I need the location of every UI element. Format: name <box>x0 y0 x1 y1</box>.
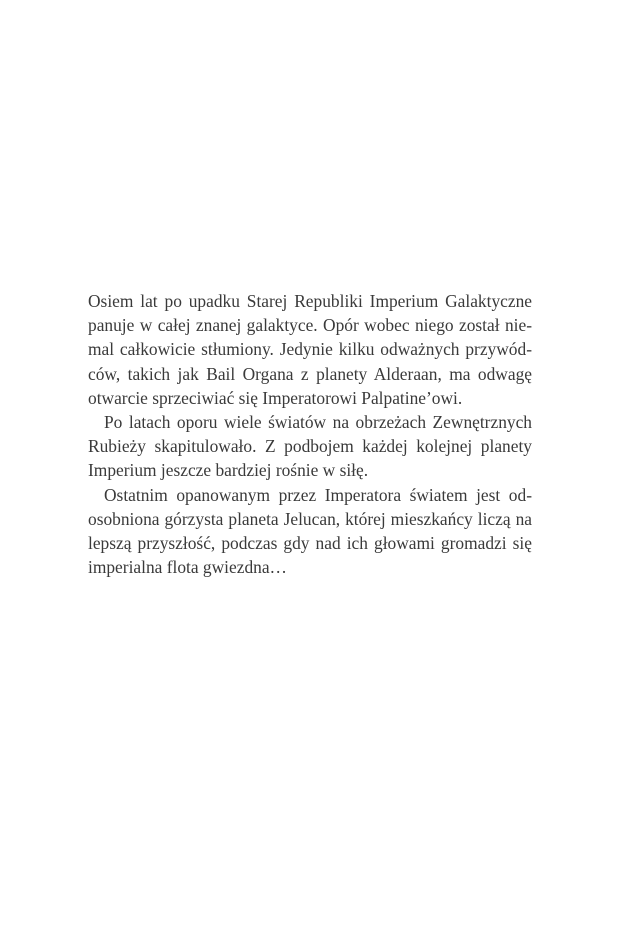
text-line: osobniona górzysta planeta Jelucan, której mieszkańcy liczą na <box>88 508 532 529</box>
text-line: mal całkowicie stłumiony. Jedynie kilku odważnych przywód- <box>88 339 532 360</box>
text-line: ców, takich jak Bail Organa z planety Alderaan, ma odwagę <box>88 363 532 384</box>
text-line: lepszą przyszłość, podczas gdy nad ich głowami gromadzi się <box>88 533 532 554</box>
text-line: Osiem lat po upadku Starej Republiki Imperium Galaktyczne <box>88 291 532 311</box>
paragraph-2 <box>88 410 532 483</box>
text-line: Imperium jeszcze bardziej rośnie w siłę. <box>88 460 369 481</box>
paragraph-1 <box>88 289 532 410</box>
opening-crawl-text <box>88 289 532 579</box>
text-line: otwarcie sprzeciwiać się Imperatorowi Palpatine’owi. <box>88 387 463 408</box>
text-line: Ostatnim opanowanym przez Imperatora światem jest od- <box>104 484 532 505</box>
text-line: Po latach oporu wiele światów na obrzeżach Zewnętrznych <box>104 412 532 433</box>
text-line: imperialna flota gwiezdna… <box>88 557 287 578</box>
text-line: panuje w całej znanej galaktyce. Opór wobec niego został nie- <box>88 315 532 336</box>
paragraph-3 <box>88 483 532 580</box>
text-line: Rubieży skapitulowało. Z podbojem każdej kolejnej planety <box>88 436 532 457</box>
